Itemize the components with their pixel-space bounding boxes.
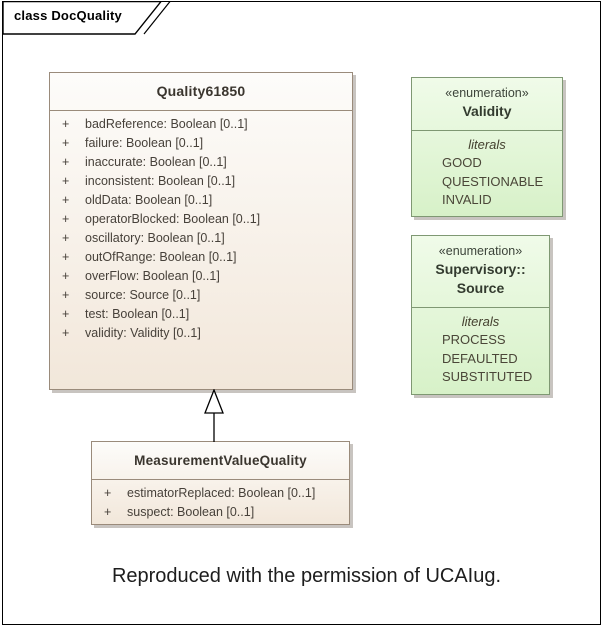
attribute-row [62,324,348,343]
visibility: + [62,288,70,302]
enum-literal: SUBSTITUTED [442,369,533,384]
enum-literal: GOOD [442,155,482,170]
attribute-row [62,267,348,286]
visibility: + [62,326,70,340]
attribute-declaration: overFlow: Boolean [0..1] [85,269,220,283]
enum-name-line1: Supervisory:: [435,261,526,277]
enum-name: Validity [462,103,512,119]
enum-literals-compartment [412,308,549,387]
attribute-row [62,248,348,267]
visibility: + [62,231,70,245]
visibility: + [62,269,70,283]
attribute-declaration: source: Source [0..1] [85,288,201,302]
diagram-title: class DocQuality [14,8,122,23]
enum-stereotype: «enumeration» [438,244,523,258]
attribute-declaration: inconsistent: Boolean [0..1] [85,174,236,188]
literals-label: literals [468,137,506,152]
enum-header [412,78,562,131]
attribute-row [62,229,348,248]
visibility: + [104,505,112,519]
visibility: + [104,486,112,500]
visibility: + [62,174,70,188]
generalization-arrow [197,389,231,443]
attribute-declaration: estimatorReplaced: Boolean [0..1] [127,486,316,500]
enum-header [412,236,549,308]
visibility: + [62,155,70,169]
attribute-declaration: failure: Boolean [0..1] [85,136,204,150]
visibility: + [62,136,70,150]
enum-literal: QUESTIONABLE [442,173,544,189]
attribute-declaration: inaccurate: Boolean [0..1] [85,155,227,169]
class-measurementvaluequality [91,441,350,525]
attribute-row [62,153,348,172]
visibility: + [62,212,70,226]
permission-caption: Reproduced with the permission of UCAIug. [111,565,502,587]
visibility: + [62,307,70,321]
attribute-row [62,191,348,210]
attribute-row [62,172,348,191]
enum-literal: DEFAULTED [442,350,518,366]
class-quality61850 [49,72,353,390]
attribute-row [62,115,348,134]
enum-validity [411,77,563,217]
attribute-declaration: validity: Validity [0..1] [85,326,201,340]
attribute-compartment [50,111,352,343]
class-name: MeasurementValueQuality [92,442,349,480]
visibility: + [62,117,70,131]
enum-stereotype: «enumeration» [445,86,529,100]
attribute-declaration: test: Boolean [0..1] [85,307,190,321]
attribute-row [104,503,345,522]
attribute-declaration: badReference: Boolean [0..1] [85,117,248,131]
enum-literal: PROCESS [442,332,506,347]
attribute-compartment [92,480,349,522]
enum-name-line2: Source [456,280,505,296]
attribute-declaration: oscillatory: Boolean [0..1] [85,231,225,245]
attribute-row [62,286,348,305]
attribute-declaration: operatorBlocked: Boolean [0..1] [85,212,261,226]
diagram-frame [2,1,601,625]
attribute-row [62,210,348,229]
enum-literal: INVALID [442,192,492,207]
attribute-declaration: suspect: Boolean [0..1] [127,505,255,519]
enum-literals-compartment [412,131,562,210]
visibility: + [62,250,70,264]
attribute-row [104,484,345,503]
attribute-row [62,134,348,153]
attribute-declaration: outOfRange: Boolean [0..1] [85,250,237,264]
attribute-row [62,305,348,324]
visibility: + [62,193,70,207]
literals-label: literals [461,314,500,329]
frame-heading-tab [3,1,185,36]
class-name: Quality61850 [50,73,352,111]
enum-supervisory-source [411,235,550,395]
attribute-declaration: oldData: Boolean [0..1] [85,193,213,207]
